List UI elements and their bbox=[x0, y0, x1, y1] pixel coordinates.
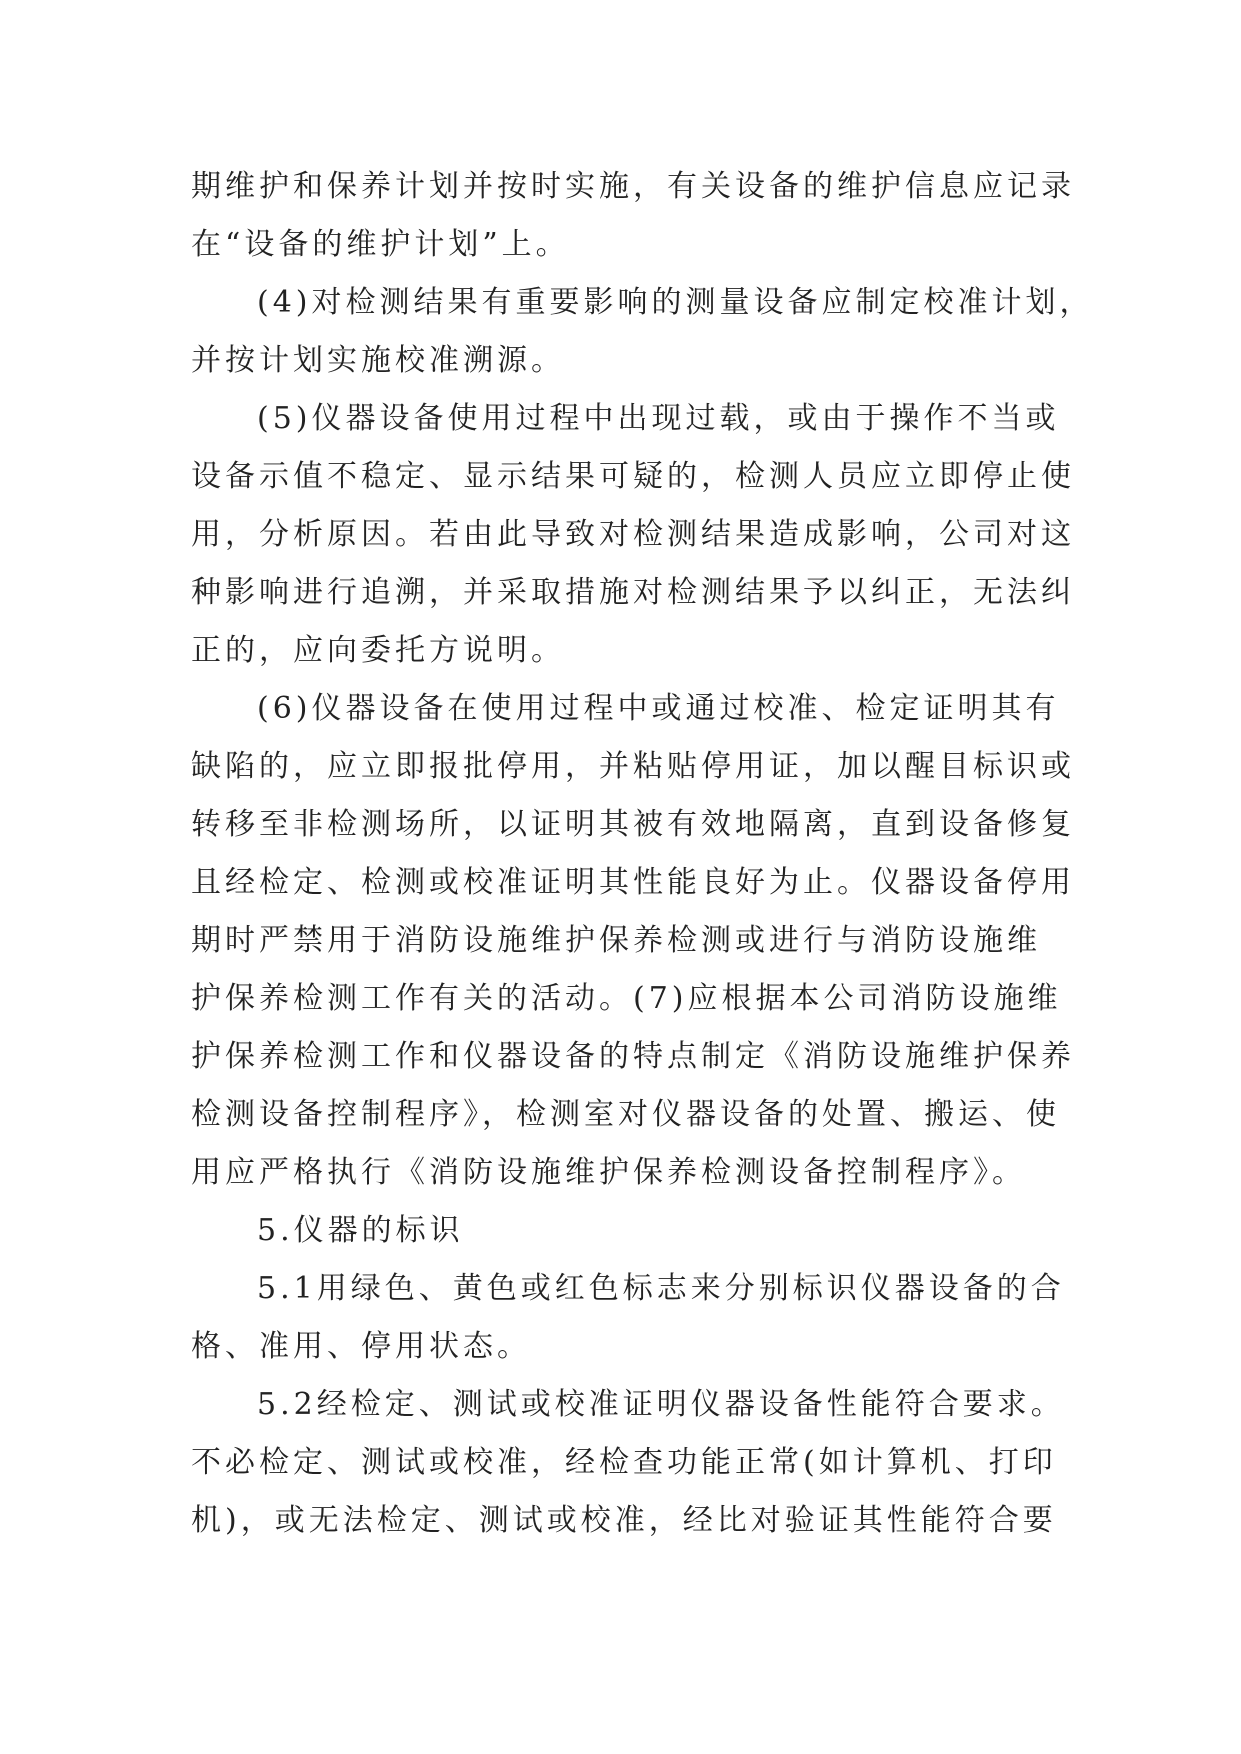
text-line: 期维护和保养计划并按时实施，有关设备的维护信息应记录 bbox=[191, 169, 1075, 204]
text-line: 护保养检测工作和仪器设备的特点制定《消防设施维护保养 bbox=[191, 1039, 1075, 1074]
text-line: 且经检定、检测或校准证明其性能良好为止。仪器设备停用 bbox=[191, 865, 1075, 900]
text-line: 检测设备控制程序》，检测室对仪器设备的处置、搬运、使 bbox=[191, 1097, 1060, 1132]
text-line: 种影响进行追溯，并采取措施对检测结果予以纠正，无法纠 bbox=[191, 575, 1075, 610]
section-heading: 5.仪器的标识 bbox=[257, 1213, 464, 1248]
text-line: 护保养检测工作有关的活动。(7)应根据本公司消防设施维 bbox=[191, 981, 1062, 1016]
text-line: 在“设备的维护计划”上。 bbox=[191, 227, 570, 262]
text-line: 不必检定、测试或校准，经检查功能正常(如计算机、打印 bbox=[191, 1445, 1057, 1480]
text-line: 用，分析原因。若由此导致对检测结果造成影响，公司对这 bbox=[191, 517, 1075, 552]
text-line: 5.1用绿色、黄色或红色标志来分别标识仪器设备的合 bbox=[257, 1271, 1065, 1306]
document-body bbox=[191, 158, 1094, 1550]
text-line: 转移至非检测场所，以证明其被有效地隔离，直到设备修复 bbox=[191, 807, 1075, 842]
text-line: 设备示值不稳定、显示结果可疑的，检测人员应立即停止使 bbox=[191, 459, 1075, 494]
text-line: (5)仪器设备使用过程中出现过载，或由于操作不当或 bbox=[257, 401, 1060, 436]
text-line: 正的，应向委托方说明。 bbox=[191, 633, 565, 668]
text-line: 机)，或无法检定、测试或校准，经比对验证其性能符合要 bbox=[191, 1503, 1057, 1538]
text-line: 并按计划实施校准溯源。 bbox=[191, 343, 565, 378]
text-line: 缺陷的，应立即报批停用，并粘贴停用证，加以醒目标识或 bbox=[191, 749, 1075, 784]
text-line: 格、准用、停用状态。 bbox=[191, 1329, 531, 1364]
text-line: (6)仪器设备在使用过程中或通过校准、检定证明其有 bbox=[257, 691, 1060, 726]
text-line: (4)对检测结果有重要影响的测量设备应制定校准计划， bbox=[257, 285, 1094, 320]
text-line: 用应严格执行《消防设施维护保养检测设备控制程序》。 bbox=[191, 1155, 1026, 1190]
text-line: 5.2经检定、测试或校准证明仪器设备性能符合要求。 bbox=[257, 1387, 1065, 1422]
text-line: 期时严禁用于消防设施维护保养检测或进行与消防设施维 bbox=[191, 923, 1041, 958]
